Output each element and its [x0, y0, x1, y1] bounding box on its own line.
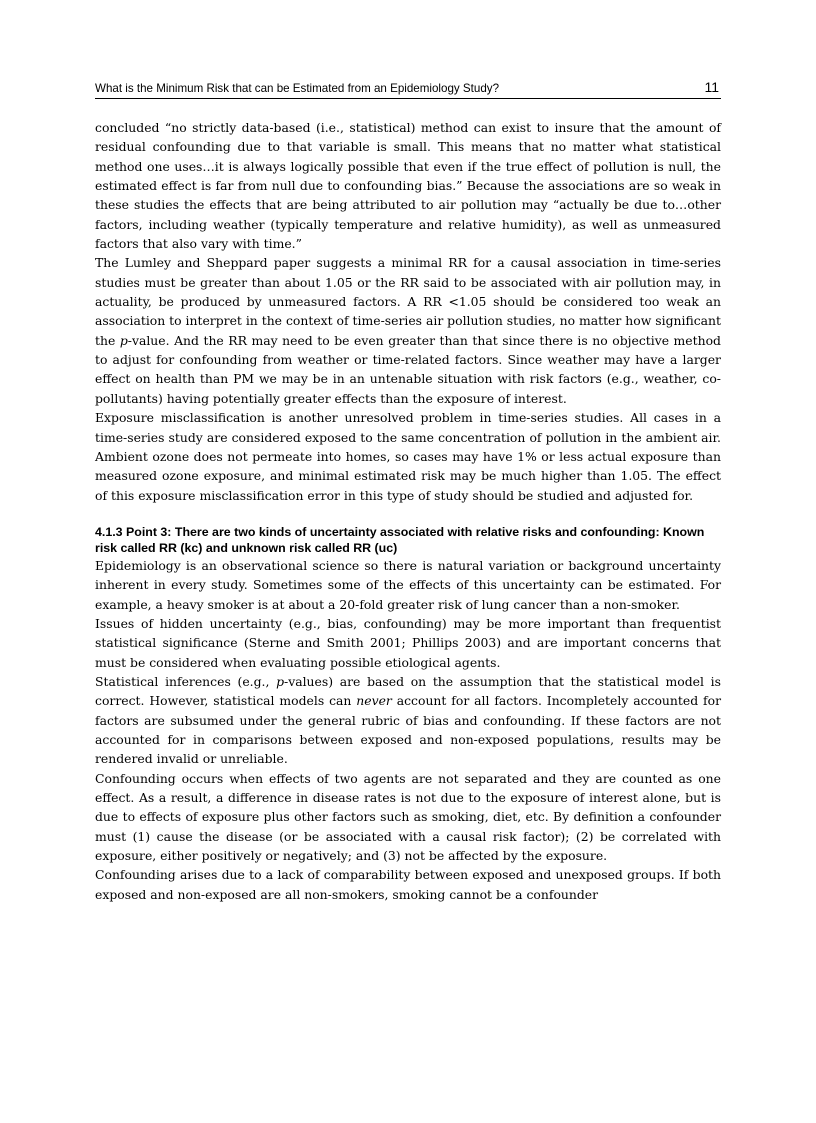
page-body — [95, 118, 721, 904]
paragraph-hidden-uncertainty: Issues of hidden uncertainty (e.g., bias, confounding) may be more important than frequentist statistical significance (Sterne and Smith 2001; Phillips 2003) and are important concerns that must be considered when evaluating possible etiological agents. — [95, 615, 721, 670]
paragraph-confounding-quote: concluded “no strictly data-based (i.e., statistical) method can exist to insure that the amount of residual confounding due to that variable is small. This means that no matter what statistical method one uses…it is always logically possible that even if the true effect of pollution is null, the estimated effect is far from null due to confounding bias.” Because the associations are so weak in these studies the effects that are being attributed to air pollution may “actually be due to…other factors, including weather (typically temperature and relative humidity), as well as unmeasured factors that also vary with time.” — [95, 120, 721, 252]
page-number: 11 — [704, 79, 719, 95]
never-italic: never — [356, 693, 392, 709]
p-value-italic: p — [119, 332, 128, 348]
p-value-italic: p — [276, 673, 285, 689]
paragraph-observational-science: Epidemiology is an observational science so there is natural variation or background uncertainty inherent in every study. Sometimes some of the effects of this uncertainty can be estimated. For example, a heavy smoker is at about a 20-fold greater risk of lung cancer than a non-smoker. — [95, 557, 721, 612]
paragraph-lumley-sheppard: The Lumley and Sheppard paper suggests a minimal RR for a causal association in time-series studies must be greater than about 1.05 or the RR said to be associated with air pollution may, in actuality, be produced by unmeasured factors. A RR <1.05 should be considered too weak an association to interpret in the context of time-series air pollution studies, no matter how significant the p-value. And the RR may need to be even greater than that since there is no objective method to adjust for confounding from weather or time-related factors. Since weather may have a larger effect on health than PM we may be in an untenable situation with risk factors (e.g., weather, co-pollutants) having potentially greater effects than the exposure of interest. — [95, 255, 721, 406]
section-heading-4-1-3: 4.1.3 Point 3: There are two kinds of uncertainty associated with relative risks and confounding: Known risk called RR (kc) and unknown risk called RR (uc) — [95, 524, 705, 555]
running-header — [95, 80, 721, 99]
paragraph-comparability: Confounding arises due to a lack of comparability between exposed and unexposed groups. If both exposed and non-exposed are all non-smokers, smoking cannot be a confounder — [95, 867, 721, 902]
paragraph-confounding-definition: Confounding occurs when effects of two agents are not separated and they are counted as one effect. As a result, a difference in disease rates is not due to the exposure of interest alone, but is due to effects of exposure plus other factors such as smoking, diet, etc. By definition a confounder must (1) cause the disease (or be associated with a causal risk factor); (2) be correlated with exposure, either positively or negatively; and (3) not be affected by the exposure. — [95, 770, 721, 864]
running-header-title: What is the Minimum Risk that can be Estimated from an Epidemiology Study? — [95, 82, 500, 95]
paragraph-exposure-misclassification: Exposure misclassification is another unresolved problem in time-series studies. All cases in a time-series study are considered exposed to the same concentration of pollution in the ambient air. Ambient ozone does not permeate into homes, so cases may have 1% or less actual exposure than measured ozone exposure, and minimal estimated risk may be much higher than 1.05. The effect of this exposure misclassification error in this type of study should be studied and adjusted for. — [95, 410, 721, 503]
paragraph-statistical-inferences: Statistical inferences (e.g., p-values) are based on the assumption that the statistical model is correct. However, statistical models can never account for all factors. Incompletely accounted for factors are subsumed under the general rubric of bias and confounding. If these factors are not accounted for in comparisons between exposed and non-exposed populations, results may be rendered invalid or unreliable. — [95, 673, 721, 767]
